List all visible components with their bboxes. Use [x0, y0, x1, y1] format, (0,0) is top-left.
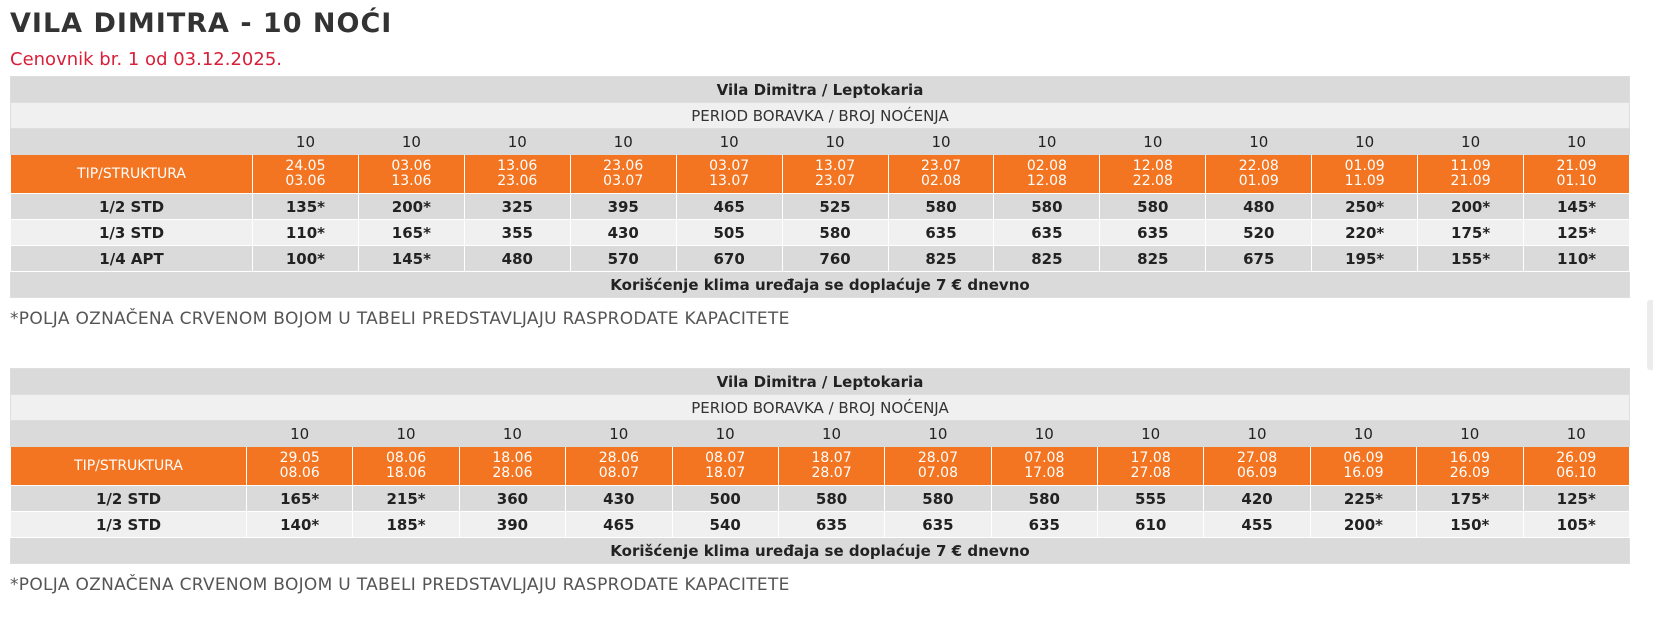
date-range-cell	[1417, 447, 1523, 486]
page-title: VILA DIMITRA - 10 NOĆI	[10, 8, 393, 39]
date-range-cell	[1204, 447, 1310, 486]
price-cell: 125*	[1523, 486, 1630, 512]
price-cell: 540	[672, 512, 778, 538]
price-cell: 580	[885, 486, 991, 512]
date-range-cell	[253, 155, 359, 194]
date-range-cell	[778, 447, 884, 486]
nights-cell: 10	[566, 421, 672, 447]
date-to: 08.07	[598, 465, 639, 481]
nights-cell: 10	[885, 421, 991, 447]
date-from: 17.08	[1130, 450, 1171, 466]
price-cell: 465	[676, 194, 782, 220]
footer-row	[11, 272, 1630, 298]
date-to: 26.09	[1449, 465, 1490, 481]
nights-cell: 10	[459, 421, 565, 447]
price-cell: 125*	[1524, 220, 1630, 246]
price-cell: 635	[888, 220, 994, 246]
date-from: 11.09	[1450, 158, 1491, 174]
price-cell: 580	[1100, 194, 1206, 220]
price-cell: 225*	[1310, 486, 1416, 512]
date-range-cell	[1312, 155, 1418, 194]
date-range-cell	[676, 155, 782, 194]
nights-cell: 10	[353, 421, 459, 447]
price-cell: 520	[1206, 220, 1312, 246]
date-from: 08.06	[386, 450, 427, 466]
type-structure-header: TIP/STRUKTURA	[11, 155, 253, 194]
nights-cell: 10	[253, 129, 359, 155]
date-range-cell	[1100, 155, 1206, 194]
price-cell: 635	[778, 512, 884, 538]
date-from: 24.05	[285, 158, 326, 174]
nights-cell: 10	[1418, 129, 1524, 155]
room-type: 1/4 APT	[11, 246, 253, 272]
date-range-cell	[994, 155, 1100, 194]
date-from: 03.06	[391, 158, 432, 174]
price-cell: 215*	[353, 486, 459, 512]
date-range-cell	[459, 447, 565, 486]
date-to: 03.07	[603, 173, 644, 189]
date-range-cell	[672, 447, 778, 486]
price-table-2	[10, 368, 1630, 564]
price-cell: 675	[1206, 246, 1312, 272]
price-cell: 165*	[358, 220, 464, 246]
price-cell: 220*	[1312, 220, 1418, 246]
table-title: Vila Dimitra / Leptokaria	[11, 77, 1630, 103]
date-to: 23.07	[815, 173, 856, 189]
date-to: 18.06	[386, 465, 427, 481]
price-cell: 570	[570, 246, 676, 272]
price-cell: 155*	[1418, 246, 1524, 272]
price-cell: 200*	[358, 194, 464, 220]
date-from: 02.08	[1026, 158, 1067, 174]
table-title-row	[11, 77, 1630, 103]
date-from: 23.06	[603, 158, 644, 174]
price-cell: 825	[888, 246, 994, 272]
sold-out-note-2: *POLJA OZNAČENA CRVENOM BOJOM U TABELI PREDSTAVLJAJU RASPRODATE KAPACITETE	[10, 575, 790, 595]
price-cell: 635	[885, 512, 991, 538]
table-row	[11, 512, 1630, 538]
price-cell: 175*	[1418, 220, 1524, 246]
date-to: 01.09	[1238, 173, 1279, 189]
room-type: 1/3 STD	[11, 512, 247, 538]
date-range-cell	[1206, 155, 1312, 194]
date-to: 13.06	[391, 173, 432, 189]
date-to: 11.09	[1344, 173, 1385, 189]
price-cell: 430	[566, 486, 672, 512]
price-cell: 480	[464, 246, 570, 272]
date-to: 06.09	[1237, 465, 1278, 481]
dates-header-row	[11, 155, 1630, 194]
date-range-cell	[464, 155, 570, 194]
period-label: PERIOD BORAVKA / BROJ NOĆENJA	[11, 103, 1630, 129]
date-from: 16.09	[1449, 450, 1490, 466]
price-cell: 480	[1206, 194, 1312, 220]
price-cell: 610	[1098, 512, 1204, 538]
date-to: 17.08	[1024, 465, 1065, 481]
sold-out-note-1: *POLJA OZNAČENA CRVENOM BOJOM U TABELI PREDSTAVLJAJU RASPRODATE KAPACITETE	[10, 309, 790, 329]
date-range-cell	[1524, 155, 1630, 194]
price-cell: 355	[464, 220, 570, 246]
nights-cell: 10	[1204, 421, 1310, 447]
price-cell: 825	[994, 246, 1100, 272]
date-from: 03.07	[709, 158, 750, 174]
room-type: 1/2 STD	[11, 486, 247, 512]
nights-cell: 10	[358, 129, 464, 155]
price-cell: 195*	[1312, 246, 1418, 272]
price-cell: 670	[676, 246, 782, 272]
nights-cell: 10	[1098, 421, 1204, 447]
price-cell: 760	[782, 246, 888, 272]
date-range-cell	[1310, 447, 1416, 486]
nights-cell: 10	[1100, 129, 1206, 155]
date-from: 26.09	[1556, 450, 1597, 466]
period-row	[11, 395, 1630, 421]
table-title-row	[11, 369, 1630, 395]
date-to: 16.09	[1343, 465, 1384, 481]
date-to: 28.06	[492, 465, 533, 481]
nights-cell: 10	[1523, 421, 1630, 447]
price-cell: 250*	[1312, 194, 1418, 220]
table-title: Vila Dimitra / Leptokaria	[11, 369, 1630, 395]
table-row	[11, 220, 1630, 246]
date-to: 07.08	[917, 465, 958, 481]
date-range-cell	[991, 447, 1097, 486]
date-range-cell	[782, 155, 888, 194]
period-row	[11, 103, 1630, 129]
nights-row	[11, 129, 1630, 155]
table-row	[11, 194, 1630, 220]
nights-cell: 10	[782, 129, 888, 155]
nights-cell: 10	[570, 129, 676, 155]
period-label: PERIOD BORAVKA / BROJ NOĆENJA	[11, 395, 1630, 421]
nights-row-spacer	[11, 421, 247, 447]
date-range-cell	[1098, 447, 1204, 486]
price-cell: 325	[464, 194, 570, 220]
price-cell: 500	[672, 486, 778, 512]
date-from: 28.07	[917, 450, 958, 466]
nights-row-spacer	[11, 129, 253, 155]
price-cell: 580	[778, 486, 884, 512]
price-cell: 175*	[1417, 486, 1523, 512]
nights-cell: 10	[1417, 421, 1523, 447]
date-to: 02.08	[920, 173, 962, 189]
price-cell: 360	[459, 486, 565, 512]
date-range-cell	[566, 447, 672, 486]
price-list-subtitle: Cenovnik br. 1 od 03.12.2025.	[10, 49, 283, 70]
date-range-cell	[353, 447, 459, 486]
date-to: 22.08	[1132, 173, 1173, 189]
price-cell: 635	[1100, 220, 1206, 246]
date-to: 27.08	[1130, 465, 1171, 481]
air-conditioning-note: Korišćenje klima uređaja se doplaćuje 7 € dnevno	[11, 272, 1630, 298]
price-cell: 145*	[1524, 194, 1630, 220]
nights-cell: 10	[247, 421, 353, 447]
nights-cell: 10	[994, 129, 1100, 155]
price-cell: 200*	[1418, 194, 1524, 220]
price-cell: 200*	[1310, 512, 1416, 538]
date-from: 29.05	[279, 450, 320, 466]
page-scrollbar[interactable]	[1647, 300, 1653, 370]
price-cell: 135*	[253, 194, 359, 220]
price-cell: 525	[782, 194, 888, 220]
date-from: 13.07	[815, 158, 856, 174]
price-cell: 465	[566, 512, 672, 538]
date-from: 06.09	[1343, 450, 1384, 466]
nights-cell: 10	[1206, 129, 1312, 155]
nights-cell: 10	[676, 129, 782, 155]
date-range-cell	[358, 155, 464, 194]
price-cell: 165*	[247, 486, 353, 512]
price-cell: 825	[1100, 246, 1206, 272]
date-from: 23.07	[920, 158, 962, 174]
date-range-cell	[885, 447, 991, 486]
date-from: 13.06	[497, 158, 538, 174]
date-from: 21.09	[1556, 158, 1597, 174]
date-to: 28.07	[811, 465, 852, 481]
room-type: 1/2 STD	[11, 194, 253, 220]
date-to: 18.07	[705, 465, 746, 481]
date-from: 18.06	[492, 450, 533, 466]
price-cell: 430	[570, 220, 676, 246]
price-cell: 110*	[253, 220, 359, 246]
date-range-cell	[570, 155, 676, 194]
dates-header-row	[11, 447, 1630, 486]
price-cell: 150*	[1417, 512, 1523, 538]
price-cell: 455	[1204, 512, 1310, 538]
price-cell: 580	[991, 486, 1097, 512]
date-from: 01.09	[1344, 158, 1385, 174]
date-to: 03.06	[285, 173, 326, 189]
price-cell: 110*	[1524, 246, 1630, 272]
nights-row	[11, 421, 1630, 447]
price-cell: 100*	[253, 246, 359, 272]
date-from: 18.07	[811, 450, 852, 466]
date-to: 21.09	[1450, 173, 1491, 189]
price-cell: 145*	[358, 246, 464, 272]
date-from: 12.08	[1132, 158, 1173, 174]
date-from: 22.08	[1238, 158, 1279, 174]
price-cell: 555	[1098, 486, 1204, 512]
nights-cell: 10	[464, 129, 570, 155]
price-cell: 185*	[353, 512, 459, 538]
nights-cell: 10	[1524, 129, 1630, 155]
price-cell: 395	[570, 194, 676, 220]
type-structure-header: TIP/STRUKTURA	[11, 447, 247, 486]
table-row	[11, 486, 1630, 512]
price-cell: 635	[994, 220, 1100, 246]
nights-cell: 10	[672, 421, 778, 447]
nights-cell: 10	[1310, 421, 1416, 447]
footer-row	[11, 538, 1630, 564]
price-cell: 420	[1204, 486, 1310, 512]
air-conditioning-note: Korišćenje klima uređaja se doplaćuje 7 € dnevno	[11, 538, 1630, 564]
price-cell: 105*	[1523, 512, 1630, 538]
price-cell: 505	[676, 220, 782, 246]
date-range-cell	[247, 447, 353, 486]
room-type: 1/3 STD	[11, 220, 253, 246]
nights-cell: 10	[991, 421, 1097, 447]
date-to: 08.06	[279, 465, 320, 481]
nights-cell: 10	[888, 129, 994, 155]
date-from: 28.06	[598, 450, 639, 466]
date-from: 27.08	[1237, 450, 1278, 466]
price-cell: 580	[888, 194, 994, 220]
date-to: 23.06	[497, 173, 538, 189]
date-from: 08.07	[705, 450, 746, 466]
nights-cell: 10	[1312, 129, 1418, 155]
price-cell: 580	[994, 194, 1100, 220]
price-cell: 390	[459, 512, 565, 538]
price-cell: 580	[782, 220, 888, 246]
table-row	[11, 246, 1630, 272]
price-table-1	[10, 76, 1630, 298]
date-to: 13.07	[709, 173, 750, 189]
date-range-cell	[1523, 447, 1630, 486]
date-range-cell	[888, 155, 994, 194]
price-cell: 635	[991, 512, 1097, 538]
date-to: 12.08	[1026, 173, 1067, 189]
date-to: 01.10	[1556, 173, 1597, 189]
price-cell: 140*	[247, 512, 353, 538]
date-from: 07.08	[1024, 450, 1065, 466]
date-range-cell	[1418, 155, 1524, 194]
date-to: 06.10	[1556, 465, 1597, 481]
nights-cell: 10	[778, 421, 884, 447]
